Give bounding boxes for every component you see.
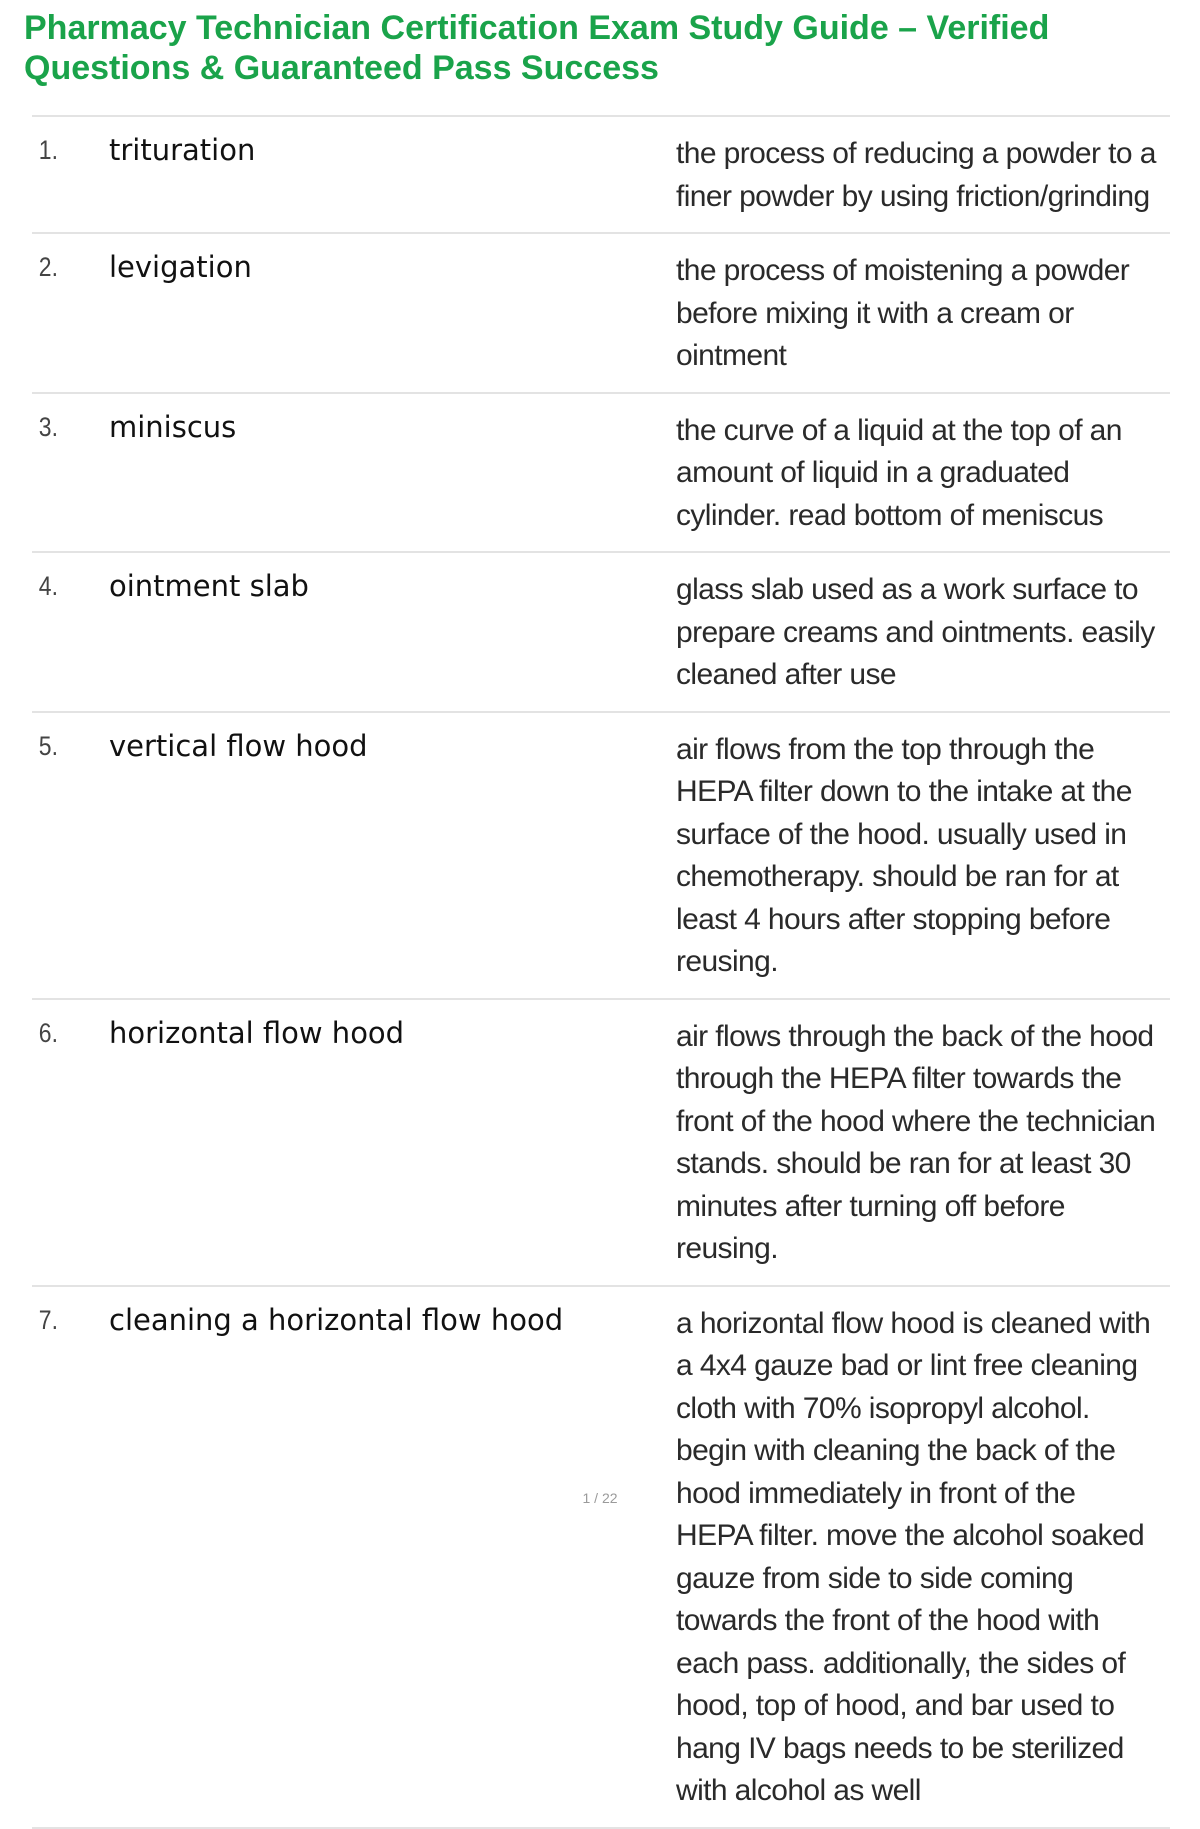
term-row xyxy=(32,553,1170,713)
term-name: levigation xyxy=(109,250,252,284)
term-name: miniscus xyxy=(109,409,237,444)
term-row xyxy=(32,1287,1170,1829)
terms-table xyxy=(32,115,1170,1829)
term-row xyxy=(32,394,1170,554)
term-name: ointment slab xyxy=(109,569,309,603)
term-definition: the curve of a liquid at the top of an amount of liquid in a graduated cylinder. read bottom of meniscus xyxy=(676,413,1122,532)
term-definition: air flows through the back of the hood through the HEPA filter towards the front of the hood where the technician stands. should be ran for at least 30 minutes after turning off before reusing. xyxy=(676,1019,1156,1265)
term-number: 7. xyxy=(38,1304,58,1335)
term-row xyxy=(32,234,1170,394)
term-row xyxy=(32,713,1170,1000)
term-row xyxy=(32,117,1170,234)
term-number: 4. xyxy=(38,571,58,601)
term-name: trituration xyxy=(109,133,256,167)
term-definition: the process of reducing a powder to a finer powder by using friction/grinding xyxy=(676,137,1156,213)
term-definition: glass slab used as a work surface to prepare creams and ointments. easily cleaned after use xyxy=(676,573,1155,691)
term-name: vertical flow hood xyxy=(109,728,368,763)
term-name: horizontal flow hood xyxy=(109,1015,405,1050)
term-row xyxy=(32,1000,1170,1287)
term-definition: air flows from the top through the HEPA filter down to the intake at the surface of the hood. usually used in chemotherapy. should be ran for at least 4 hours after stopping before reusing. xyxy=(676,732,1132,978)
term-number: 2. xyxy=(38,252,58,282)
page-number: 1 / 22 xyxy=(582,1490,618,1506)
term-definition: the process of moistening a powder before mixing it with a cream or ointment xyxy=(676,254,1130,372)
term-name: cleaning a horizontal flow hood xyxy=(109,1302,564,1337)
term-number: 6. xyxy=(38,1017,58,1048)
term-definition: a horizontal flow hood is cleaned with a 4x4 gauze bad or lint free cleaning cloth with 70% isopropyl alcohol. begin with cleaning the back of the hood immediately in front of the HEPA filter. move the alcohol soaked gauze from side to side coming towards the front of the hood with each pass. additionally, the sides of hood, top of hood, and bar used to hang IV bags needs to be sterilized with alcohol as well xyxy=(676,1306,1151,1807)
term-number: 1. xyxy=(38,135,58,165)
term-number: 3. xyxy=(38,411,58,442)
document-title: Pharmacy Technician Certification Exam Study Guide – Verified Questions & Guaranteed Pass Success xyxy=(24,9,1050,87)
term-number: 5. xyxy=(38,730,58,761)
